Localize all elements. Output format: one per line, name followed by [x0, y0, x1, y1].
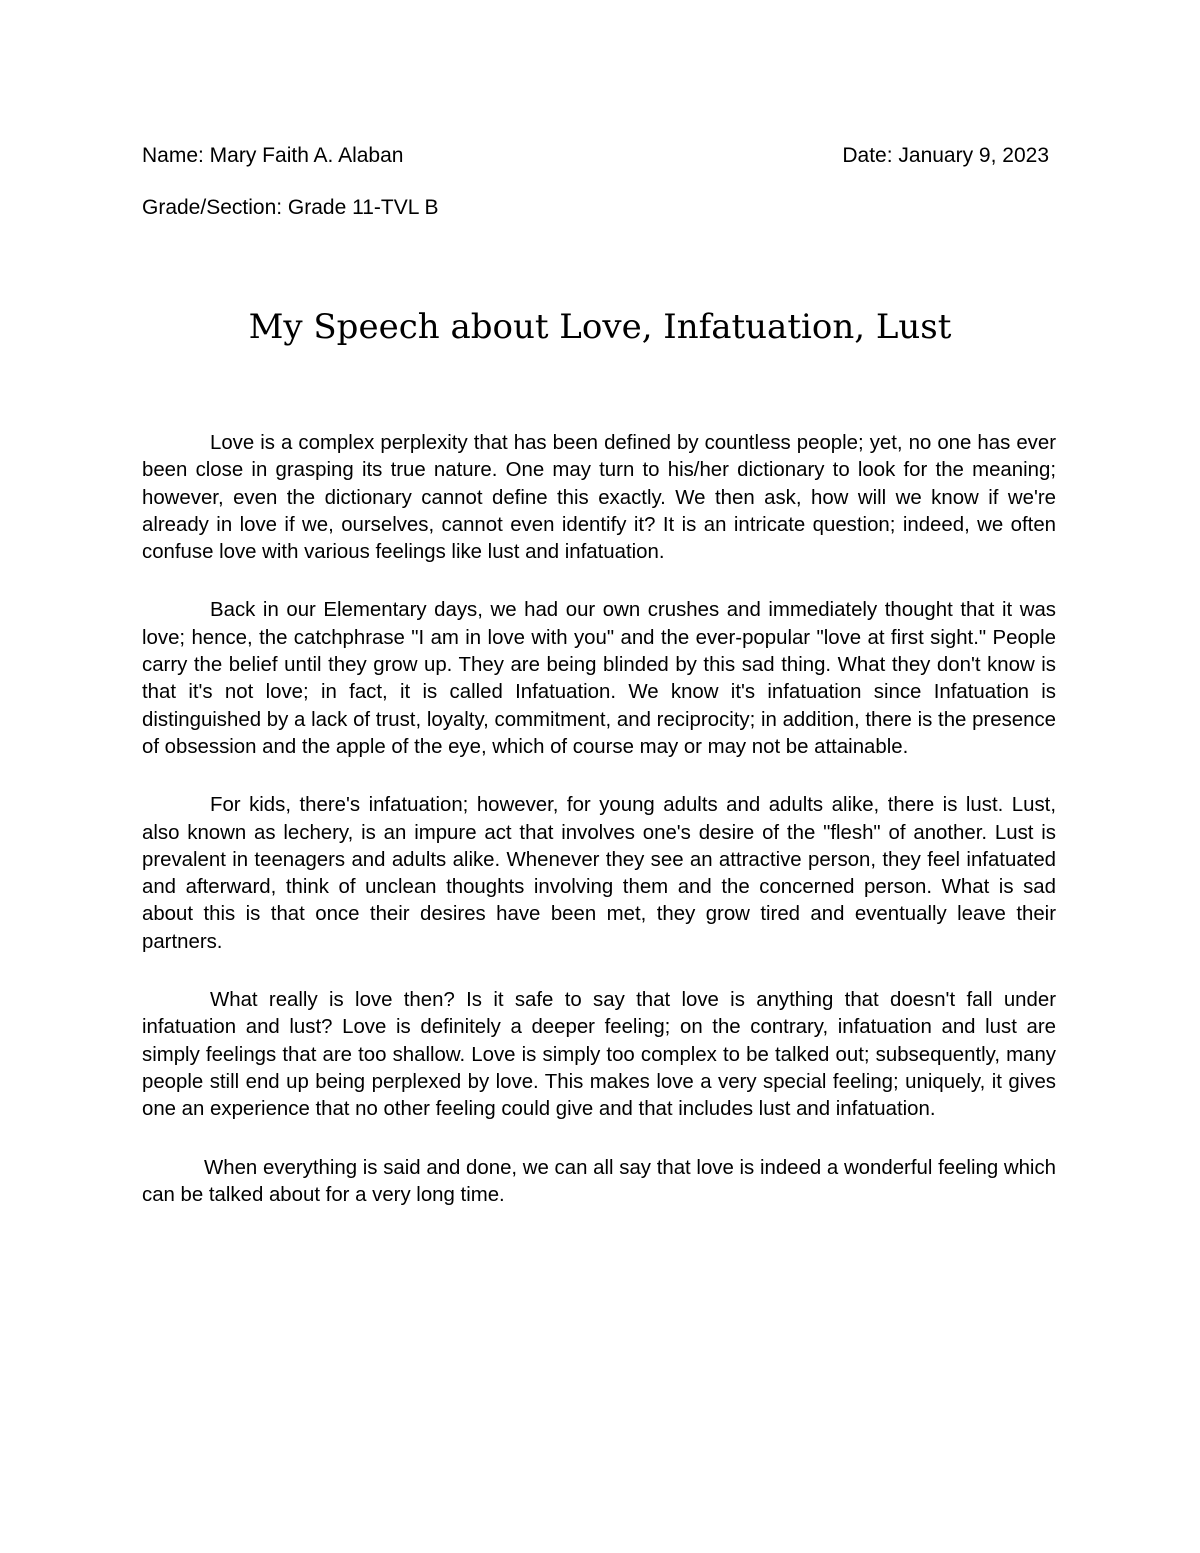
paragraph-3: For kids, there's infatuation; however, for young adults and adults alike, there is lust. Lust, also known as lechery, is an impure act that involves one's desire of the "flesh" of another. Lust is prevalent in teenagers and adults alike. Whenever they see an attractive person, they feel infatuated and afterward, think of unclean thoughts involving them and the concerned person. What is sad about this is that once their desires have been met, they grow tired and eventually leave their partners.: [142, 794, 1056, 953]
paragraph-2: Back in our Elementary days, we had our own crushes and immediately thought that it was love; hence, the catchphrase "I am in love with you" and the ever-popular "love at first sight." People carry the belief until they grow up. They are being blinded by this sad thing. What they don't know is that it's not love; in fact, it is called Infatuation. We know it's infatuation since Infatuation is distinguished by a lack of trust, loyalty, commitment, and reciprocity; in addition, there is the presence of obsession and the apple of the eye, which of course may or may not be attainable.: [142, 599, 1056, 758]
paragraph-4: What really is love then? Is it safe to say that love is anything that doesn't fall under infatuation and lust? Love is definitely a deeper feeling; on the contrary, infatuation and lust are simply feelings that are too shallow. Love is simply too complex to be talked out; subsequently, many people still end up being perplexed by love. This makes love a very special feeling; uniquely, it gives one an experience that no other feeling could give and that includes lust and infatuation.: [142, 989, 1056, 1121]
speech-body: [142, 430, 1056, 1240]
document-title: My Speech about Love, Infatuation, Lust: [248, 307, 952, 347]
grade-section: Grade/Section: Grade 11-TVL B: [142, 196, 439, 219]
document-date: Date: January 9, 2023: [842, 144, 1049, 167]
student-name: Name: Mary Faith A. Alaban: [142, 144, 404, 167]
paragraph-1: Love is a complex perplexity that has been defined by countless people; yet, no one has ever been close in grasping its true nature. One may turn to his/her dictionary to look for the meaning; however, even the dictionary cannot define this exactly. We then ask, how will we know if we're already in love if we, ourselves, cannot even identify it? It is an intricate question; indeed, we often confuse love with various feelings like lust and infatuation.: [142, 432, 1056, 564]
paragraph-5: When everything is said and done, we can all say that love is indeed a wonderful feeling which can be talked about for a very long time.: [142, 1156, 1056, 1206]
